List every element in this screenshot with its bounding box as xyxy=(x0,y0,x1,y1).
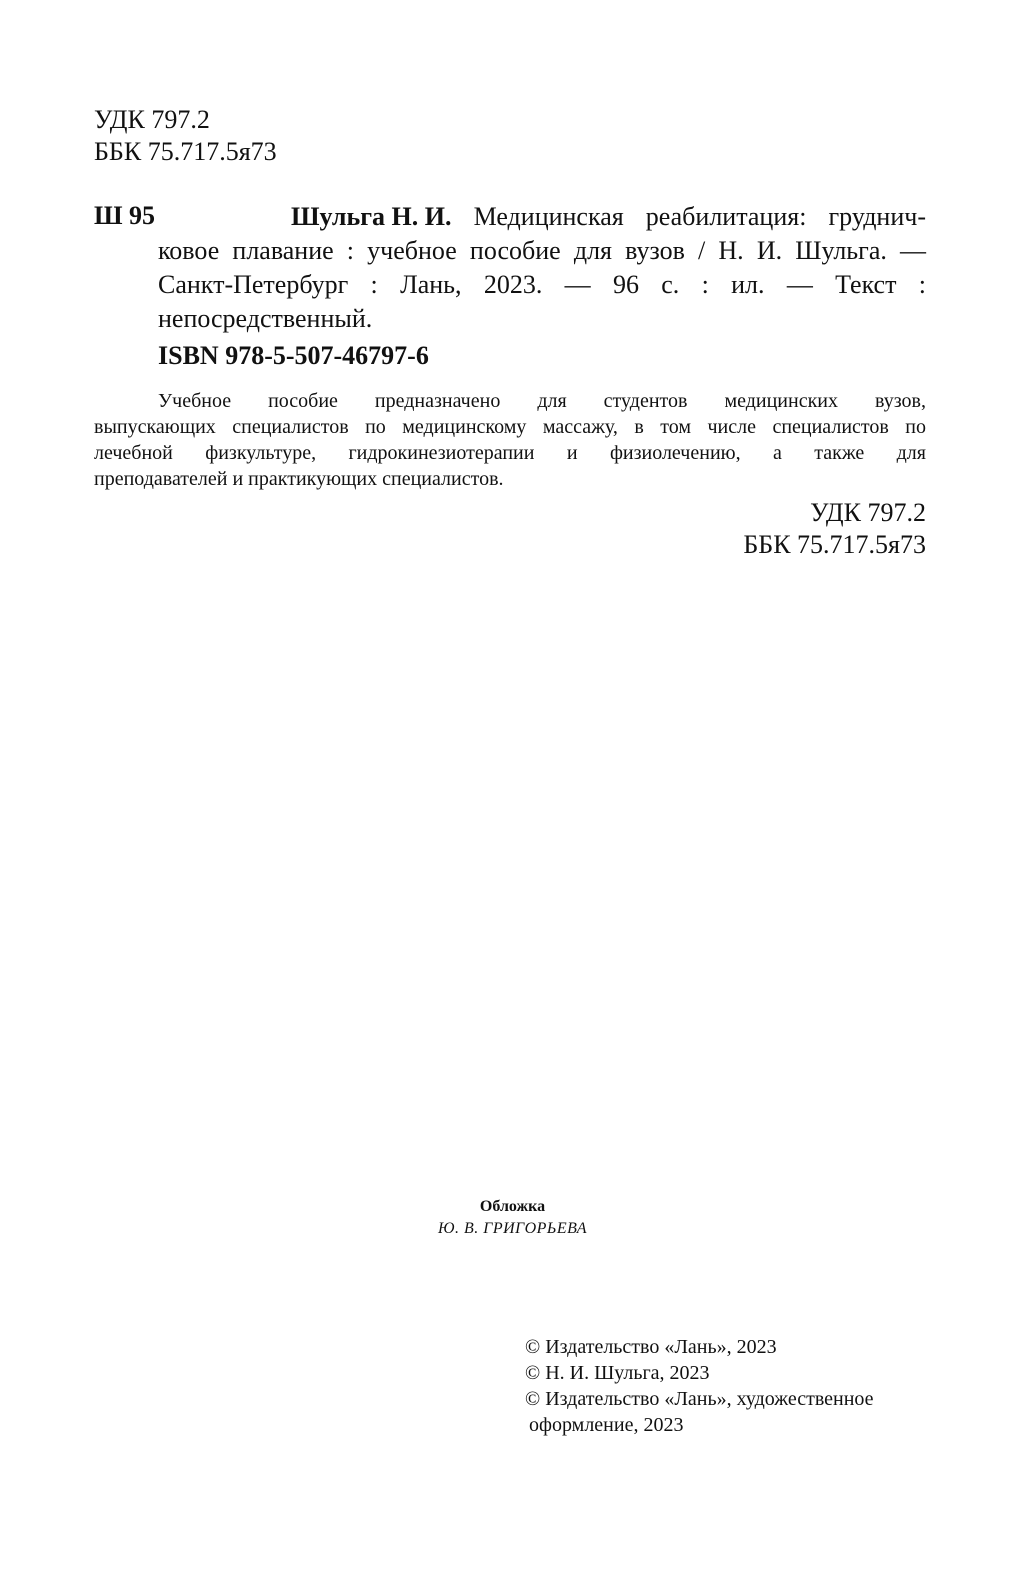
copyright-line: © Издательство «Лань», художественное xyxy=(525,1388,874,1410)
biblio-line-1: Медицинская реабилитация: груднич- xyxy=(473,202,926,231)
copyright-block xyxy=(525,1334,874,1438)
annotation xyxy=(94,388,926,492)
bbk-code: ББК 75.717.5я73 xyxy=(743,530,926,559)
udk-code: УДК 797.2 xyxy=(94,105,210,134)
annotation-line-2: выпускающих специалистов по медицинскому массажу, в том числе специалистов по xyxy=(94,416,926,438)
copyright-line: оформление, 2023 xyxy=(529,1414,684,1436)
annotation-line-4: преподавателей и практикующих специалистов. xyxy=(94,468,504,490)
copyright-line: © Издательство «Лань», 2023 xyxy=(525,1336,777,1358)
classification-codes-bottom xyxy=(743,497,926,561)
classification-codes-top xyxy=(94,104,277,168)
author-sign: Ш 95 xyxy=(94,201,156,230)
cover-designer: Ю. В. ГРИГОРЬЕВА xyxy=(437,1220,588,1237)
biblio-line-4: непосредственный. xyxy=(158,304,373,333)
copyright-line: © Н. И. Шульга, 2023 xyxy=(525,1362,710,1384)
bibliographic-record xyxy=(158,200,926,336)
author-name: Шульга Н. И. xyxy=(291,202,452,231)
isbn: ISBN 978-5-507-46797-6 xyxy=(158,341,429,370)
udk-code: УДК 797.2 xyxy=(810,498,926,527)
annotation-line-1: Учебное пособие предназначено для студентов медицинских вузов, xyxy=(158,390,926,412)
annotation-line-3: лечебной физкультуре, гидрокинезиотерапии и физиолечению, а также для xyxy=(94,442,926,464)
cover-credit xyxy=(0,1196,1025,1240)
biblio-line-2: ковое плавание : учебное пособие для вузов / Н. И. Шульга. — xyxy=(158,236,926,265)
bbk-code: ББК 75.717.5я73 xyxy=(94,137,277,166)
biblio-line-3: Санкт-Петербург : Лань, 2023. — 96 с. : ил. — Текст : xyxy=(158,270,926,299)
cover-label: Обложка xyxy=(479,1198,546,1215)
